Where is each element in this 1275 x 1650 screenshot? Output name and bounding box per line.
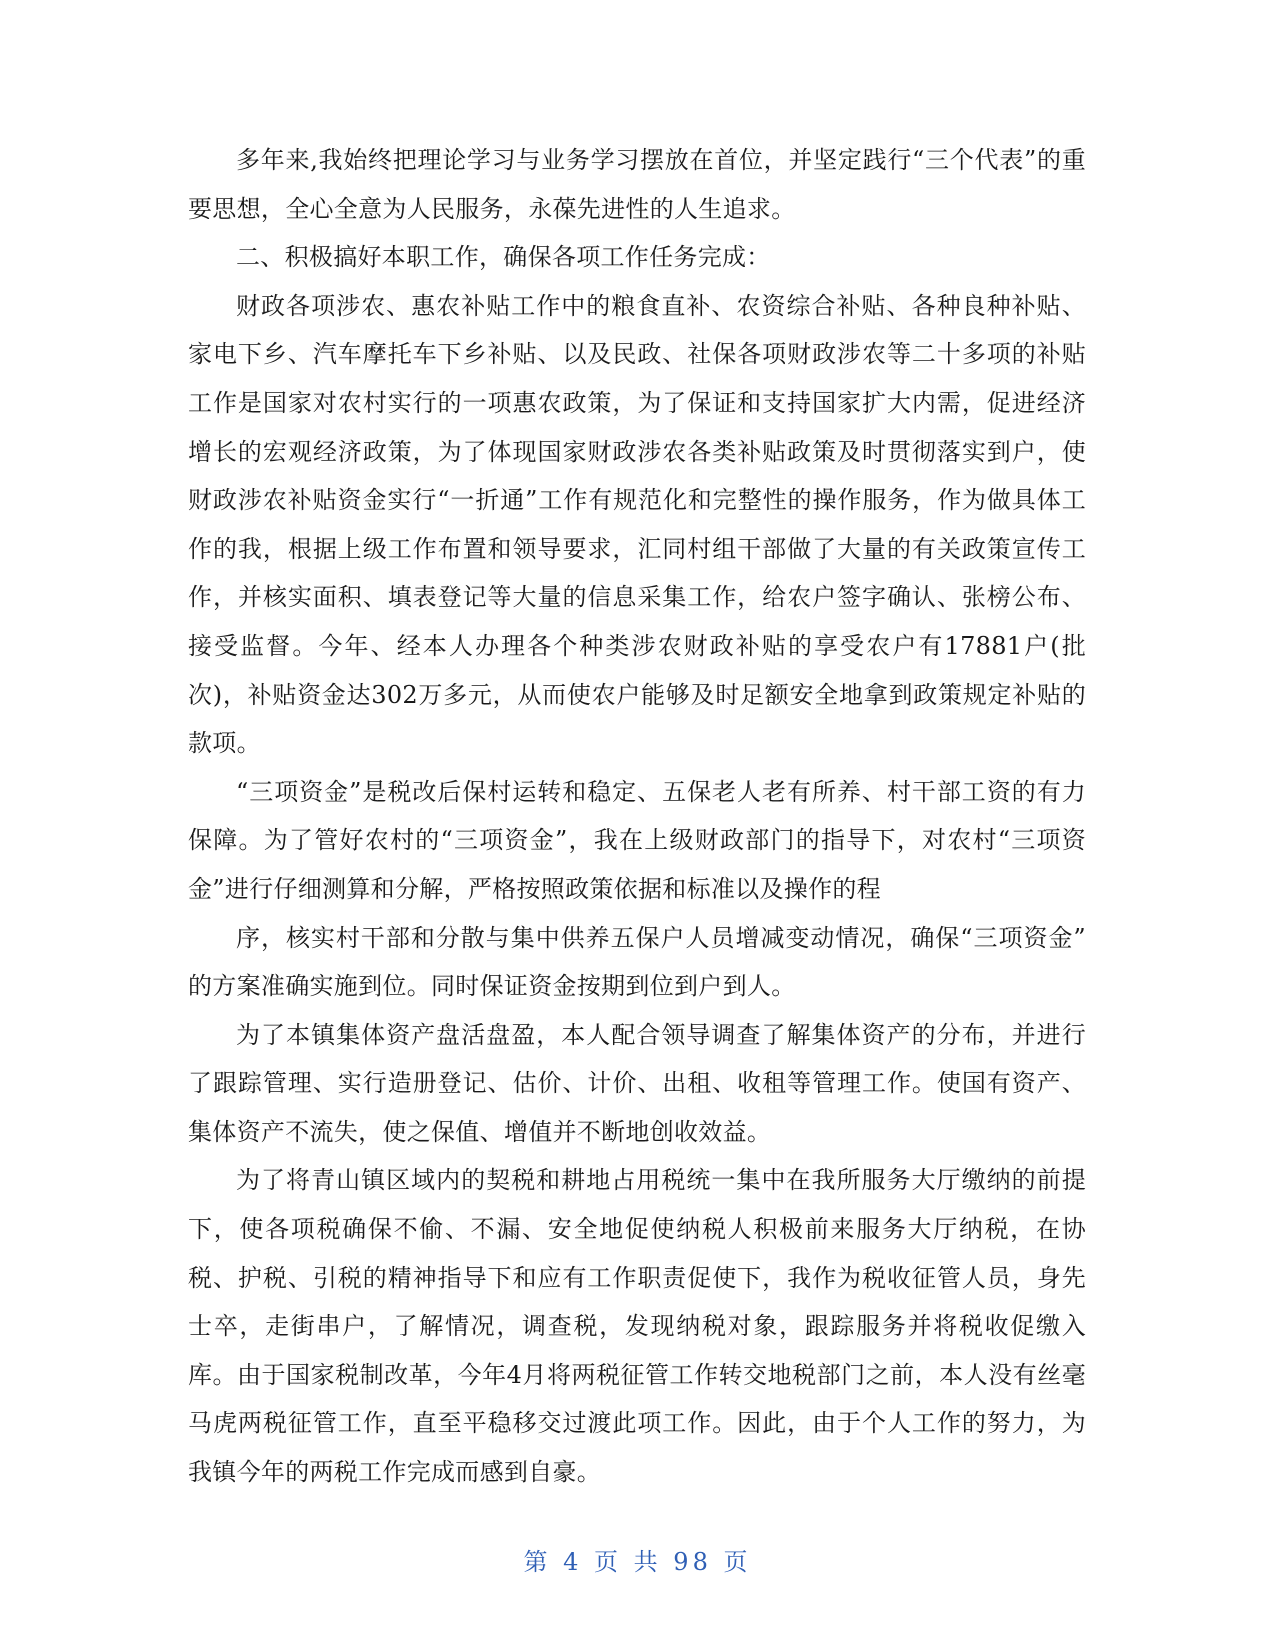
paragraph-three-funds-continued: 序，核实村干部和分散与集中供养五保户人员增减变动情况，确保“三项资金” 的方案准确实施到位。同时保证资金按期到位到户到人。 xyxy=(188,923,1086,1001)
paragraph-collective-assets: 为了本镇集体资产盘活盘盈，本人配合领导调查了解集体资产的分布，并进行了跟踪管理、实行造册登记、估价、计价、出租、收租等管理工作。使国有资产、集体资产不流失，使之保值、增值并不断地创收效益。 xyxy=(188,1020,1086,1146)
section-heading-two: 二、积极搞好本职工作，确保各项工作任务完成： xyxy=(236,243,771,272)
document-body xyxy=(188,136,1086,1497)
paragraph-theory-study: 多年来,我始终把理论学习与业务学习摆放在首位，并坚定践行“三个代表”的重要思想，全心全意为人民服务，永葆先进性的人生追求。 xyxy=(188,146,1086,223)
paragraph-subsidies: 财政各项涉农、惠农补贴工作中的粮食直补、农资综合补贴、各种良种补贴、家电下乡、汽车摩托车下乡补贴、以及民政、社保各项财政涉农等二十多项的补贴工作是国家对农村实行的一项惠农政策，为了保证和支持国家扩大内需，促进经济增长的宏观经济政策，为了体现国家财政涉农各类补贴政策及时贯彻落实到户，使财政涉农补贴资金实行“一折通”工作有规范化和完整性的操作服务，作为做具体工作的我，根据上级工作布置和领导要求，汇同村组干部做了大量的有关政策宣传工作，并核实面积、填表登记等大量的信息采集工作，给农户签字确认、张榜公布、接受监督。今年、经本人办理各个种类涉农财政补贴的享受农户有17881户(批次)，补贴资金达302万多元，从而使农户能够及时足额安全地拿到政策规定补贴的款项。 xyxy=(188,291,1086,758)
paragraph-three-funds: “三项资金”是税改后保村运转和稳定、五保老人老有所养、村干部工资的有力保障。为了管好农村的“三项资金”，我在上级财政部门的指导下，对农村“三项资金”进行仔细测算和分解，严格按照政策依据和标准以及操作的程 xyxy=(188,777,1086,903)
page-number-footer: 第 4 页 共 98 页 xyxy=(523,1548,752,1576)
paragraph-tax-collection: 为了将青山镇区域内的契税和耕地占用税统一集中在我所服务大厅缴纳的前提下，使各项税确保不偷、不漏、安全地促使纳税人积极前来服务大厅纳税，在协税、护税、引税的精神指导下和应有工作职责促使下，我作为税收征管人员，身先士卒，走街串户，了解情况，调查税，发现纳税对象，跟踪服务并将税收促缴入库。由于国家税制改革，今年4月将两税征管工作转交地税部门之前，本人没有丝毫马虎两税征管工作，直至平稳移交过渡此项工作。因此，由于个人工作的努力，为我镇今年的两税工作完成而感到自豪。 xyxy=(188,1166,1086,1487)
